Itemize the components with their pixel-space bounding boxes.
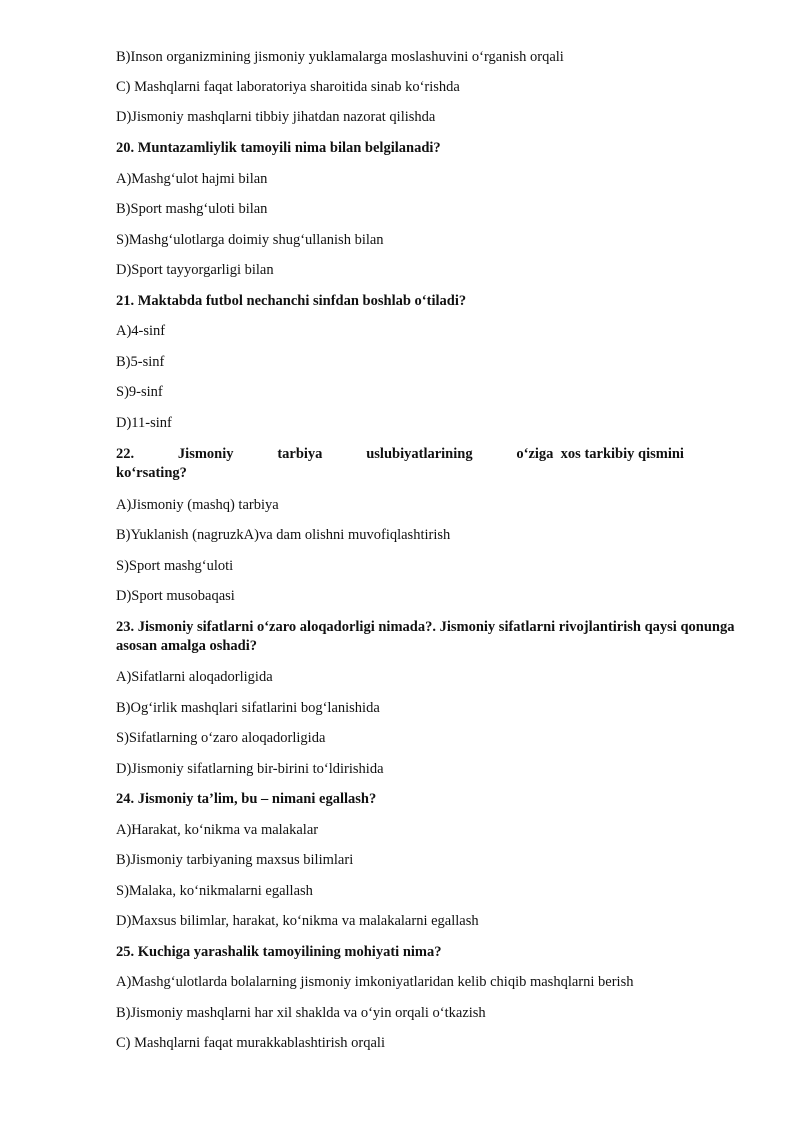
- answer-option: S)Malaka, ko‘nikmalarni egallash: [116, 883, 313, 899]
- question-24: 24. Jismoniy ta’lim, bu – nimani egallash?: [116, 791, 377, 807]
- question-number: 22.: [116, 446, 135, 462]
- answer-option: D)Jismoniy mashqlarni tibbiy jihatdan nazorat qilishda: [116, 109, 436, 125]
- answer-option: A)Jismoniy (mashq) tarbiya: [116, 497, 279, 513]
- answer-option: D)Maxsus bilimlar, harakat, ko‘nikma va malakalarni egallash: [116, 913, 479, 929]
- answer-option: B)5-sinf: [116, 354, 165, 370]
- answer-option: A)4-sinf: [116, 323, 166, 339]
- question-word: ko‘rsating?: [116, 465, 187, 481]
- answer-option: S)Mashg‘ulotlarga doimiy shug‘ullanish bilan: [116, 232, 384, 248]
- question-word: o‘ziga xos tarkibiy qismini: [516, 446, 684, 462]
- answer-option: A)Mashg‘ulot hajmi bilan: [116, 171, 268, 187]
- question-23: 23. Jismoniy sifatlarni o‘zaro aloqadorligi nimada?. Jismoniy sifatlarni rivojlantirish qaysi qonunga asosan amalga oshadi?: [116, 619, 735, 654]
- question-word: tarbiya: [277, 446, 323, 462]
- answer-option: C) Mashqlarni faqat murakkablashtirish orqali: [116, 1035, 385, 1051]
- answer-option: A)Mashg‘ulotlarda bolalarning jismoniy imkoniyatlaridan kelib chiqib mashqlarni berish: [116, 974, 634, 990]
- question-20: 20. Muntazamliylik tamoyili nima bilan belgilanadi?: [116, 140, 441, 156]
- answer-option: A)Harakat, ko‘nikma va malakalar: [116, 822, 319, 838]
- answer-option: D)Sport tayyorgarligi bilan: [116, 262, 274, 278]
- question-word: uslubiyatlarining: [366, 446, 473, 462]
- answer-option: D)11-sinf: [116, 415, 172, 431]
- answer-option: B)Yuklanish (nagruzkA)va dam olishni muvofiqlashtirish: [116, 527, 451, 543]
- answer-option: S)Sifatlarning o‘zaro aloqadorligida: [116, 730, 326, 746]
- answer-option: B)Og‘irlik mashqlari sifatlarini bog‘lanishida: [116, 700, 380, 716]
- answer-option: B)Jismoniy tarbiyaning maxsus bilimlari: [116, 852, 354, 868]
- answer-option: S)9-sinf: [116, 384, 163, 400]
- question-25: 25. Kuchiga yarashalik tamoyilining mohiyati nima?: [116, 944, 442, 960]
- question-21: 21. Maktabda futbol nechanchi sinfdan boshlab o‘tiladi?: [116, 293, 467, 309]
- answer-option: B)Inson organizmining jismoniy yuklamalarga moslashuvini o‘rganish orqali: [116, 49, 564, 65]
- question-22: [116, 445, 740, 483]
- answer-option: B)Sport mashg‘uloti bilan: [116, 201, 268, 217]
- answer-option: A)Sifatlarni aloqadorligida: [116, 669, 273, 685]
- answer-option: D)Sport musobaqasi: [116, 588, 235, 604]
- answer-option: C) Mashqlarni faqat laboratoriya sharoitida sinab ko‘rishda: [116, 79, 460, 95]
- answer-option: D)Jismoniy sifatlarning bir-birini to‘ldirishida: [116, 761, 384, 777]
- answer-option: S)Sport mashg‘uloti: [116, 558, 234, 574]
- answer-option: B)Jismoniy mashqlarni har xil shaklda va o‘yin orqali o‘tkazish: [116, 1005, 486, 1021]
- question-word: Jismoniy: [177, 446, 234, 462]
